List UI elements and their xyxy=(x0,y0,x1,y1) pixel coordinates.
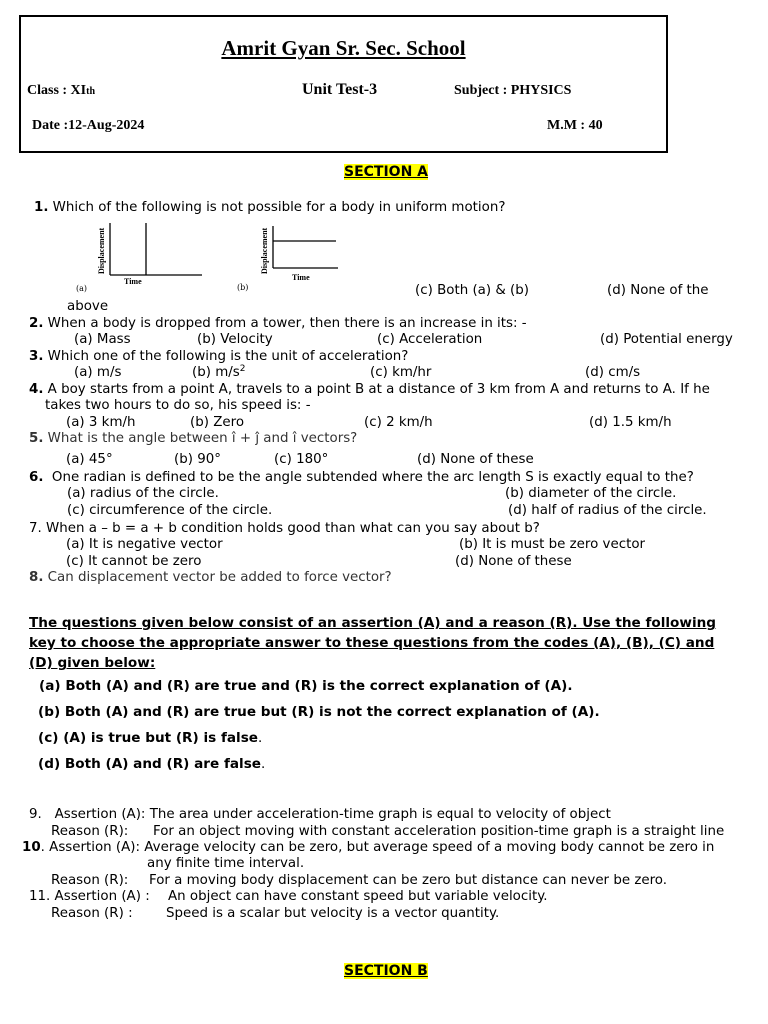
question-2: 2. When a body is dropped from a tower, then there is an increase in its: - xyxy=(29,316,527,331)
q2-option-d: (d) Potential energy xyxy=(600,332,733,347)
q9-reason: For an object moving with constant acceleration position-time graph is a straight line xyxy=(153,824,725,839)
date-label: Date :12-Aug-2024 xyxy=(32,118,145,133)
class-label: Class : XIth xyxy=(27,83,96,98)
q6-option-d: (d) half of radius of the circle. xyxy=(508,503,707,518)
question-3: 3. Which one of the following is the unit of acceleration? xyxy=(29,349,409,364)
header-box xyxy=(19,15,668,153)
q4-option-b: (b) Zero xyxy=(190,415,245,430)
question-11: 11. Assertion (A) : xyxy=(29,889,150,904)
question-7: 7. When a – b = a + b condition holds good than what can you say about b? xyxy=(29,521,540,536)
graph-a-xlabel: Time xyxy=(124,277,142,286)
q7-option-c: (c) It cannot be zero xyxy=(66,554,202,569)
question-10-cont: any finite time interval. xyxy=(147,856,305,871)
graph-a-label: (a) xyxy=(76,284,88,293)
graph-a-ylabel: Displacement xyxy=(97,227,106,274)
section-a-heading: SECTION A xyxy=(344,164,429,180)
question-10: 10. Assertion (A): Average velocity can be zero, but average speed of a moving body cannot be zero in xyxy=(22,840,715,855)
question-9: 9. Assertion (A): The area under acceleration-time graph is equal to velocity of object xyxy=(29,807,611,822)
question-5: 5. What is the angle between î + ĵ and î vectors? xyxy=(29,431,358,446)
q3-option-c: (c) km/hr xyxy=(370,365,432,380)
q1-option-c: (c) Both (a) & (b) xyxy=(415,283,529,298)
q1-option-d-cont: above xyxy=(67,299,109,314)
q11-reason: Speed is a scalar but velocity is a vector quantity. xyxy=(166,906,500,921)
graph-b-xlabel: Time xyxy=(292,273,310,282)
q3-option-a: (a) m/s xyxy=(74,365,122,380)
graph-b xyxy=(256,218,352,294)
graph-b-label: (b) xyxy=(237,283,249,292)
q5-option-d: (d) None of these xyxy=(417,452,534,467)
question-8: 8. Can displacement vector be added to force vector? xyxy=(29,570,392,585)
section-b-heading: SECTION B xyxy=(344,963,428,979)
subject-label: Subject : PHYSICS xyxy=(454,83,572,98)
q7-option-a: (a) It is negative vector xyxy=(66,537,223,552)
q3-option-b: (b) $m/s^2$ xyxy=(192,364,246,380)
q9-reason-label: Reason (R): xyxy=(51,824,129,839)
key-d: (d) Both (A) and (R) are false. xyxy=(38,756,266,772)
key-a: (a) Both (A) and (R) are true and (R) is the correct explanation of (A). xyxy=(39,678,573,694)
question-6: 6. One radian is defined to be the angle subtended where the arc length S is exactly equal to the? xyxy=(29,470,694,485)
q2-option-c: (c) Acceleration xyxy=(377,332,483,347)
q7-option-b: (b) It is must be zero vector xyxy=(459,537,646,552)
q3-option-d: (d) cm/s xyxy=(585,365,641,380)
question-1: 1. Which of the following is not possible for a body in uniform motion? xyxy=(34,200,506,215)
q4-option-a: (a) 3 km/h xyxy=(66,415,136,430)
max-marks: M.M : 40 xyxy=(547,118,603,133)
key-c: (c) (A) is true but (R) is false. xyxy=(38,730,263,746)
school-name: Amrit Gyan Sr. Sec. School xyxy=(221,36,466,60)
q6-option-a: (a) radius of the circle. xyxy=(67,486,219,501)
q6-option-c: (c) circumference of the circle. xyxy=(67,503,273,518)
q1-option-d: (d) None of the xyxy=(607,283,709,298)
q2-option-a: (a) Mass xyxy=(74,332,131,347)
q5-option-a: (a) 45° xyxy=(66,452,113,467)
q2-option-b: (b) Velocity xyxy=(197,332,273,347)
q10-reason: For a moving body displacement can be zero but distance can never be zero. xyxy=(149,873,668,888)
key-b: (b) Both (A) and (R) are true but (R) is not the correct explanation of (A). xyxy=(38,704,600,720)
test-name: Unit Test-3 xyxy=(302,81,378,98)
assertion-instructions: The questions given below consist of an assertion (A) and a reason (R). Use the following key to choose the appropriate answer to these questions from the codes (A), (B), (C) and (D) given below: xyxy=(29,615,717,671)
q11-assertion: An object can have constant speed but variable velocity. xyxy=(168,889,548,904)
graph-b-ylabel: Displacement xyxy=(260,227,269,274)
q5-option-b: (b) 90° xyxy=(174,452,221,467)
graph-a xyxy=(90,218,210,294)
question-4-cont: takes two hours to do so, his speed is: - xyxy=(45,398,311,413)
q4-option-c: (c) 2 km/h xyxy=(364,415,433,430)
q5-option-c: (c) 180° xyxy=(274,452,329,467)
question-4: 4. A boy starts from a point A, travels to a point B at a distance of 3 km from A and returns to A. If he xyxy=(29,382,710,397)
q6-option-b: (b) diameter of the circle. xyxy=(505,486,677,501)
q10-reason-label: Reason (R): xyxy=(51,873,129,888)
q7-option-d: (d) None of these xyxy=(455,554,572,569)
q11-reason-label: Reason (R) : xyxy=(51,906,133,921)
q4-option-d: (d) 1.5 km/h xyxy=(589,415,672,430)
